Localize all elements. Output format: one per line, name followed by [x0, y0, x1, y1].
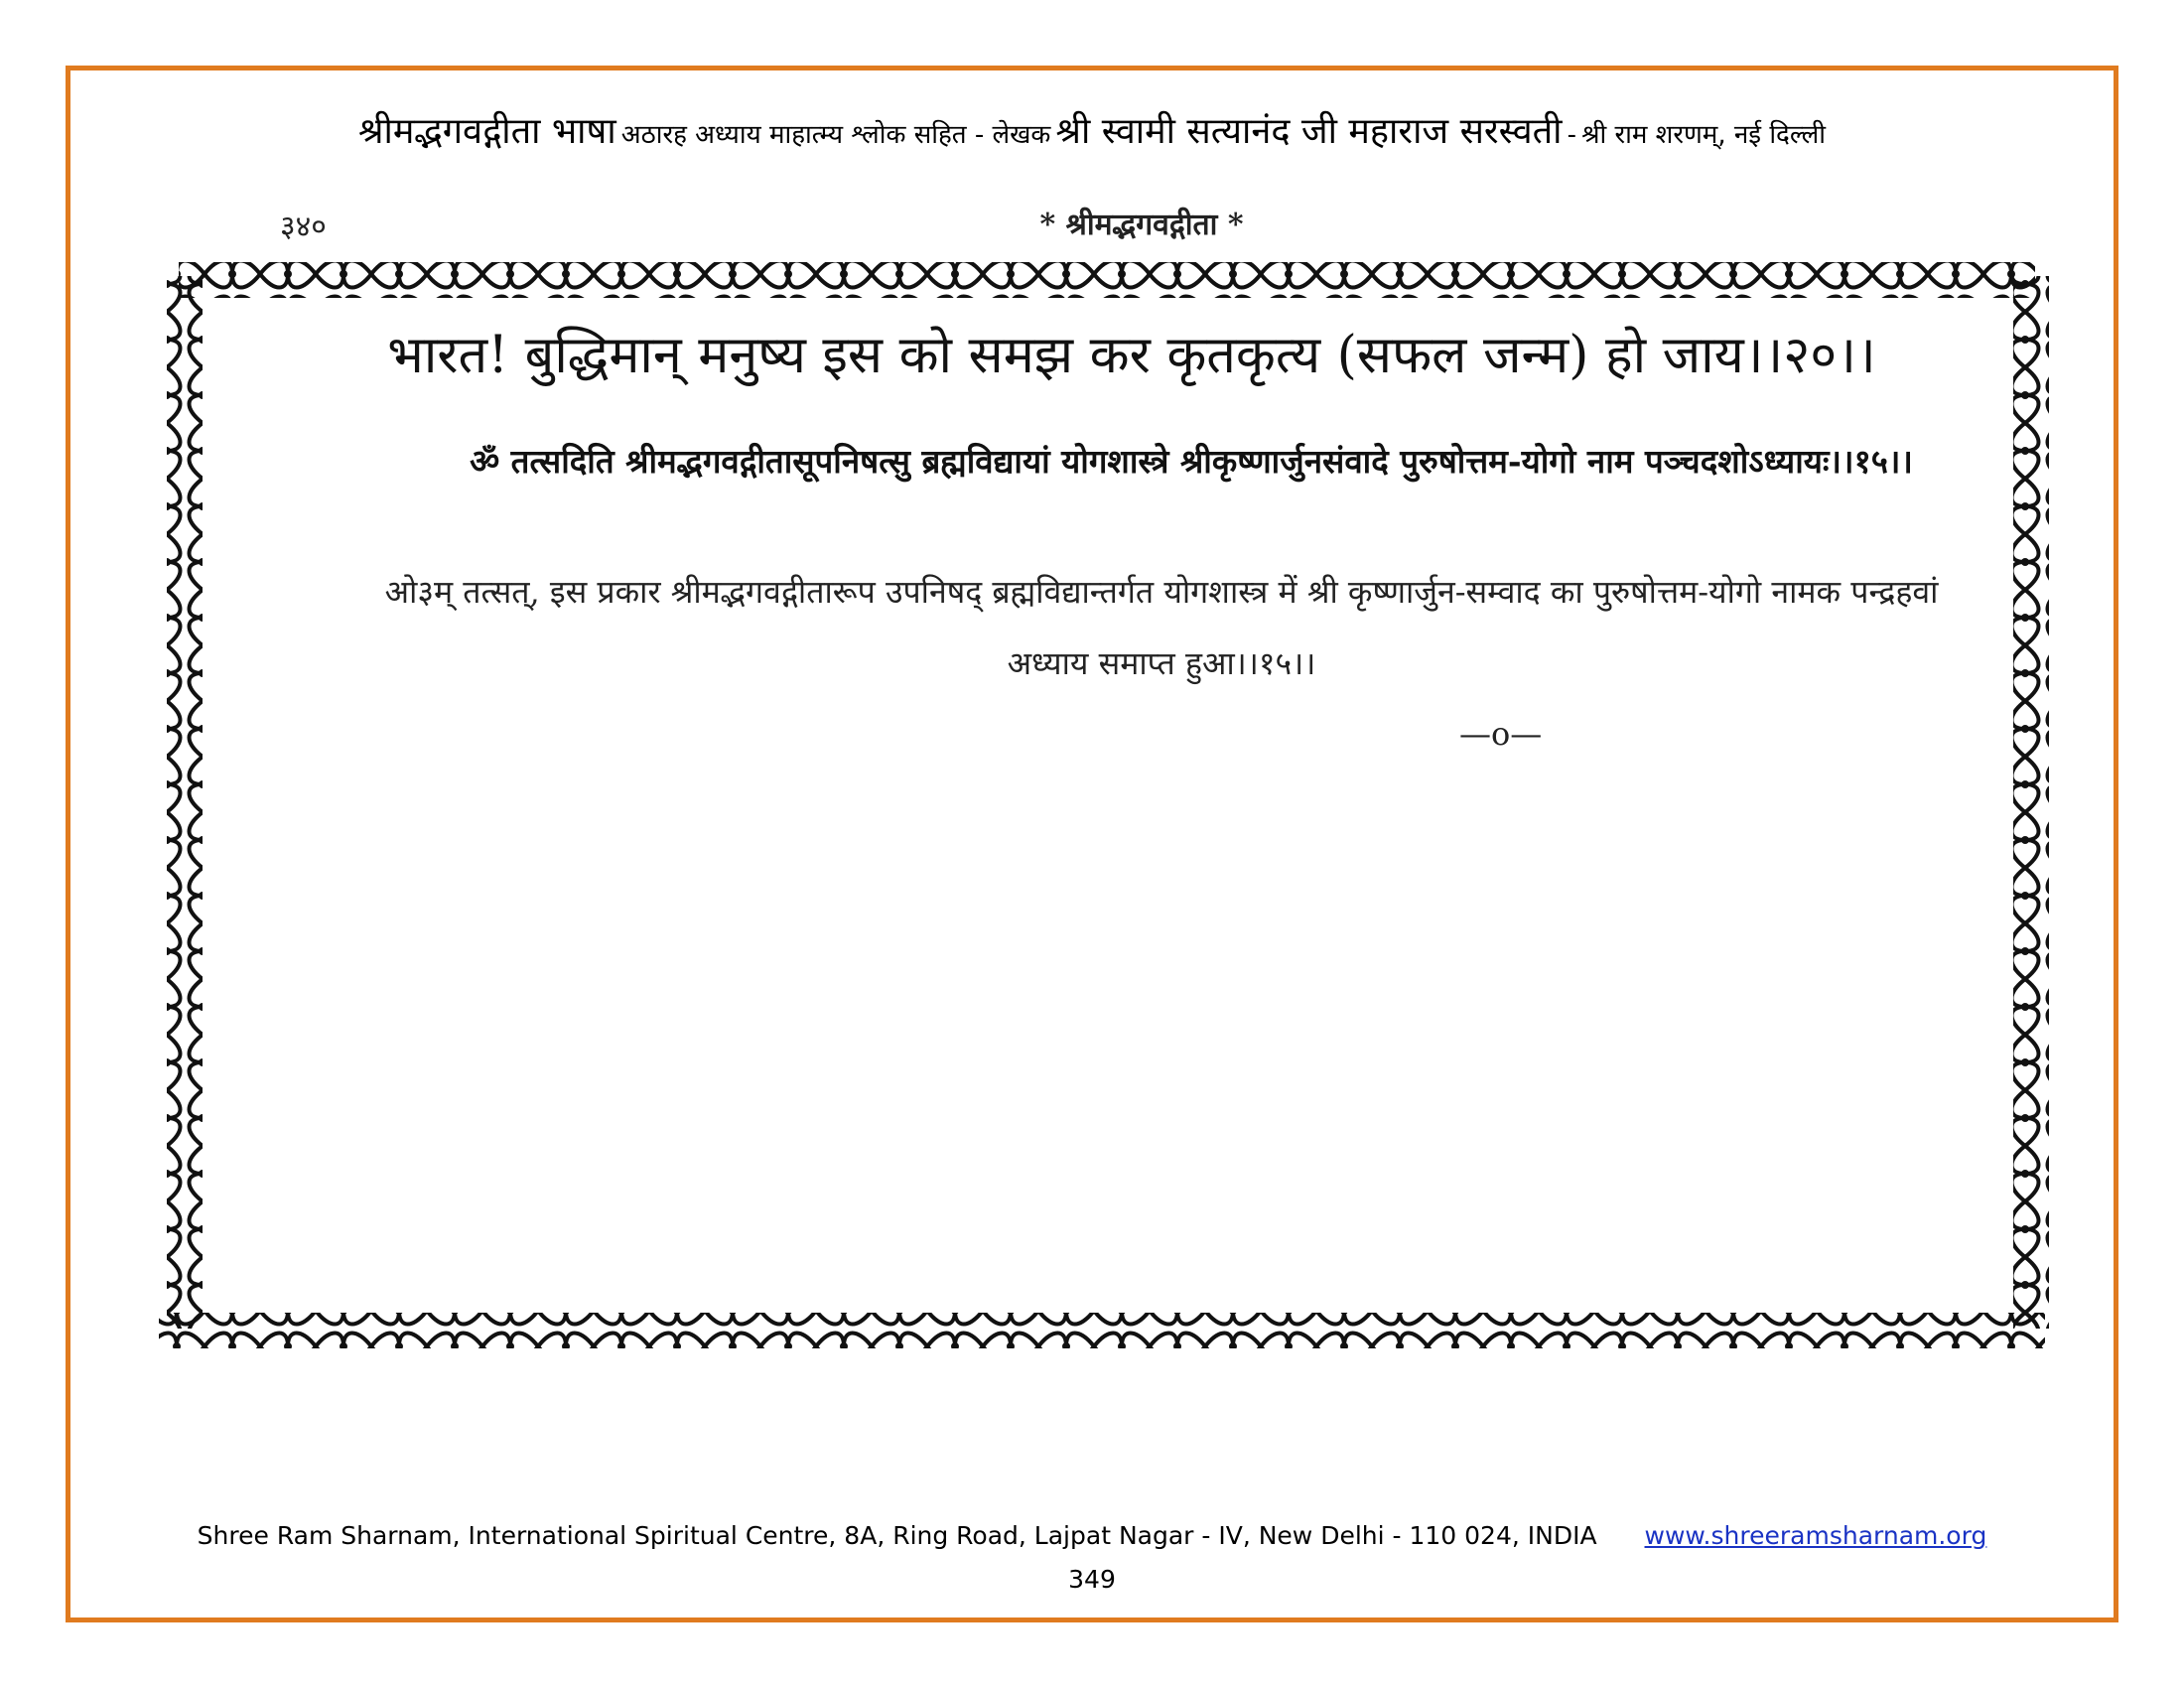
- ornament-right-band: [2013, 276, 2049, 1329]
- book-title: श्रीमद्भगवद्गीता भाषा: [358, 111, 616, 152]
- page-number: 349: [1068, 1565, 1116, 1594]
- book-subtitle: अठारह अध्याय माहात्म्य श्लोक सहित - लेखक: [620, 120, 1051, 150]
- ornamental-border: [149, 256, 2065, 1358]
- footer: [99, 1521, 2085, 1550]
- colophon-hindi: ओ३म् तत्सत्, इस प्रकार श्रीमद्भगवद्गीतारूप उपनिषद् ब्रह्मविद्यान्तर्गत योगशास्त्र में श्री कृष्णार्जुन-सम्वाद का पुरुषोत्तम-योगो नामक पन्द्रहवां अध्याय समाप्त हुआ।।१५।।: [384, 573, 1939, 682]
- ornament-bottom-band: [159, 1313, 2045, 1348]
- ornament-top-band: [179, 262, 2035, 298]
- scan-running-title: * श्रीमद्भगवद्गीता *: [1039, 208, 1244, 242]
- scan-page-number: ३४०: [280, 210, 327, 244]
- ornament-left-band: [167, 276, 203, 1329]
- verse-line: भारत! बुद्धिमान् मनुष्य इस को समझ कर कृतकृत्य (सफल जन्म) हो जाय।।२०।।: [387, 326, 1876, 385]
- website-link[interactable]: www.shreeramsharnam.org: [1644, 1521, 1987, 1550]
- footer-address: Shree Ram Sharnam, International Spiritual Centre, 8A, Ring Road, Lajpat Nagar - IV, New Delhi - 110 024, INDIA: [197, 1521, 1597, 1550]
- author-name: श्री स्वामी सत्यानंद जी महाराज सरस्वती: [1055, 111, 1563, 152]
- header-title: [99, 105, 2085, 154]
- colophon-sanskrit: ॐ तत्सदिति श्रीमद्भगवद्गीतासूपनिषत्सु ब्रह्मविद्यायां योगशास्त्रे श्रीकृष्णार्जुनसंवादे पुरुषोत्तम-योगो नाम पञ्चदशोऽध्यायः।।१५।।: [470, 442, 1913, 481]
- header-separator: -: [1567, 120, 1576, 150]
- chapter-end-mark: —o—: [1459, 715, 1543, 753]
- publisher-name: श्री राम शरणम्, नई दिल्ली: [1581, 120, 1826, 150]
